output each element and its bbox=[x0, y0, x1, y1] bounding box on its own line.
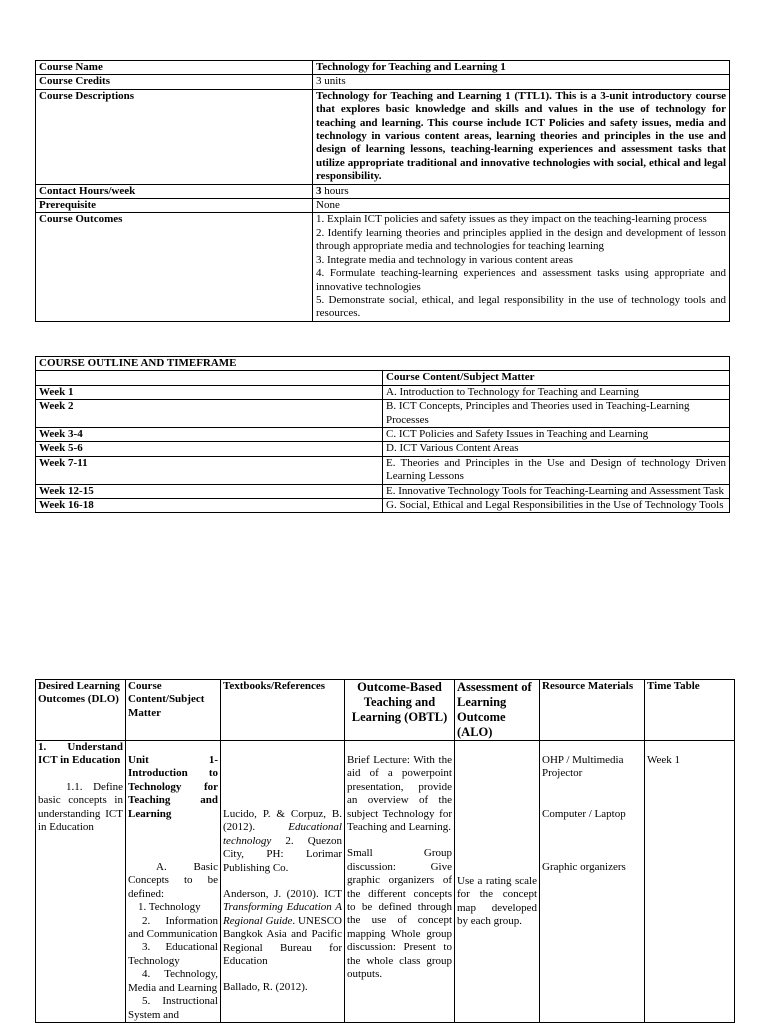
table-row bbox=[36, 456, 730, 484]
week-label: Week 2 bbox=[36, 400, 383, 428]
row-label: Course Descriptions bbox=[36, 89, 313, 184]
row-label: Course Name bbox=[36, 61, 313, 75]
table-row bbox=[36, 89, 730, 184]
table-row bbox=[36, 442, 730, 456]
row-label: Course Credits bbox=[36, 75, 313, 89]
contact-hours-number: 3 bbox=[316, 184, 322, 197]
course-credits-value: 3 units bbox=[313, 75, 730, 89]
dlo-item: 1.1. Define basic concepts in understanding ICT in Education bbox=[38, 780, 123, 834]
week-label: Week 7-11 bbox=[36, 456, 383, 484]
resources-cell bbox=[540, 741, 645, 1023]
table-row bbox=[36, 428, 730, 442]
concept-item: 3. Educational Technology bbox=[128, 941, 218, 967]
week-content: C. ICT Policies and Safety Issues in Teaching and Learning bbox=[383, 428, 730, 442]
obtl-item: Small Group discussion: Give graphic organizers of the different concepts to be defined through the use of concept mapping Whole group discussion: Present to the whole class group outputs. bbox=[347, 847, 452, 981]
week-content: D. ICT Various Content Areas bbox=[383, 442, 730, 456]
week-label: Week 12-15 bbox=[36, 484, 383, 498]
table-row bbox=[36, 199, 730, 213]
outcome-item: 2. Identify learning theories and principles applied in the design and development of lesson through appropriate media and technologies for teaching learning bbox=[316, 226, 726, 253]
course-name-value: Technology for Teaching and Learning 1 bbox=[313, 61, 730, 75]
concept-item: 1. Technology bbox=[138, 901, 201, 914]
course-content-cell bbox=[126, 741, 221, 1023]
outcome-item: 1. Explain ICT policies and safety issues as they impact on the teaching-learning process bbox=[316, 213, 707, 226]
outline-title: COURSE OUTLINE AND TIMEFRAME bbox=[36, 357, 730, 371]
week-label: Week 3-4 bbox=[36, 428, 383, 442]
course-outcomes-value bbox=[313, 213, 730, 321]
empty-cell bbox=[36, 371, 383, 385]
table-row bbox=[36, 741, 735, 1023]
table-header-row bbox=[36, 680, 735, 741]
header-course-content: Course Content/Subject Matter bbox=[126, 680, 221, 741]
obtl-cell bbox=[345, 741, 455, 1023]
textbooks-cell bbox=[221, 741, 345, 1023]
prerequisite-value: None bbox=[313, 199, 730, 213]
table-row bbox=[36, 75, 730, 89]
week-label: Week 16-18 bbox=[36, 499, 383, 513]
week-content: G. Social, Ethical and Legal Responsibilities in the Use of Technology Tools bbox=[383, 499, 730, 513]
week-label: Week 5-6 bbox=[36, 442, 383, 456]
time-item: Week 1 bbox=[647, 754, 681, 766]
header-obtl: Outcome-Based Teaching and Learning (OBTL) bbox=[345, 680, 455, 741]
table-row bbox=[36, 484, 730, 498]
time-table-cell bbox=[645, 741, 735, 1023]
obtl-item: Brief Lecture: With the aid of a powerpoint presentation, provide an overview of the subject Technology for Teaching and Learning. bbox=[347, 754, 452, 834]
week-label: Week 1 bbox=[36, 385, 383, 399]
resource-item: Computer / Laptop bbox=[542, 807, 626, 820]
alo-cell bbox=[455, 741, 540, 1023]
table-row bbox=[36, 184, 730, 198]
resource-item: OHP / Multimedia Projector bbox=[542, 754, 624, 780]
reference-item: Lucido, P. & Corpuz, B. (2012). Educational technology 2. Quezon City, PH: Lorimar Publishing Co. bbox=[223, 808, 342, 874]
outcome-item: 5. Demonstrate social, ethical, and legal responsibility in the use of technology tools and resources. bbox=[316, 293, 726, 320]
outcome-item: 4. Formulate teaching-learning experiences and assessment tasks using appropriate and innovative technologies bbox=[316, 267, 726, 293]
alo-item: Use a rating scale for the concept map developed by each group. bbox=[457, 875, 537, 928]
contact-hours-unit: hours bbox=[321, 184, 349, 197]
row-label: Course Outcomes bbox=[36, 213, 313, 321]
header-time-table: Time Table bbox=[645, 680, 735, 741]
dlo-table bbox=[35, 679, 735, 1023]
week-content: E. Innovative Technology Tools for Teaching-Learning and Assessment Task bbox=[383, 484, 730, 498]
week-content: A. Introduction to Technology for Teaching and Learning bbox=[383, 385, 730, 399]
reference-item: Ballado, R. (2012). bbox=[223, 981, 308, 994]
course-description-value: Technology for Teaching and Learning 1 (TTL1). This is a 3-unit introductory course that explores basic knowledge and skills and values in the use of technology for teaching and learning. This course include ICT Policies and safety issues, media and technology in various content areas, learning theories and principles in the use and design of learning lessons, teaching-learning experiences and assessment tasks that utilize appropriate traditional and innovative technologies with social, ethical and legal responsibility. bbox=[313, 89, 730, 184]
concept-item: 4. Technology, Media and Learning bbox=[128, 968, 218, 994]
week-content: B. ICT Concepts, Principles and Theories used in Teaching-Learning Processes bbox=[383, 400, 730, 428]
header-dlo: Desired Learning Outcomes (DLO) bbox=[36, 680, 126, 741]
course-outline-table bbox=[35, 356, 730, 513]
table-row bbox=[36, 400, 730, 428]
table-row bbox=[36, 213, 730, 321]
table-row bbox=[36, 371, 730, 385]
outcome-item: 3. Integrate media and technology in various content areas bbox=[316, 253, 573, 266]
reference-item: Anderson, J. (2010). ICT Transforming Education A Regional Guide. UNESCO Bangkok Asia and Pacific Regional Bureau for Education bbox=[223, 888, 342, 968]
header-textbooks: Textbooks/References bbox=[221, 680, 345, 741]
outline-column-header: Course Content/Subject Matter bbox=[383, 371, 730, 385]
table-row bbox=[36, 357, 730, 371]
table-row bbox=[36, 499, 730, 513]
unit-title: Unit 1- Introduction to Technology for Teaching and Learning bbox=[128, 754, 218, 820]
concept-item: 2. Information and Communication bbox=[128, 914, 218, 941]
header-resources: Resource Materials bbox=[540, 680, 645, 741]
resource-item: Graphic organizers bbox=[542, 861, 626, 874]
dlo-cell bbox=[36, 741, 126, 1023]
concepts-intro: A. Basic Concepts to be defined: bbox=[128, 861, 218, 900]
dlo-title: 1. Understand ICT in Education bbox=[38, 741, 123, 767]
header-alo: Assessment of Learning Outcome (ALO) bbox=[455, 680, 540, 741]
table-row bbox=[36, 61, 730, 75]
course-info-table bbox=[35, 60, 730, 322]
row-label: Contact Hours/week bbox=[36, 184, 313, 198]
row-label: Prerequisite bbox=[36, 199, 313, 213]
concept-item: 5. Instructional System and bbox=[128, 995, 218, 1021]
week-content: E. Theories and Principles in the Use and Design of technology Driven Learning Lessons bbox=[383, 456, 730, 484]
table-row bbox=[36, 385, 730, 399]
contact-hours-value bbox=[313, 184, 730, 198]
